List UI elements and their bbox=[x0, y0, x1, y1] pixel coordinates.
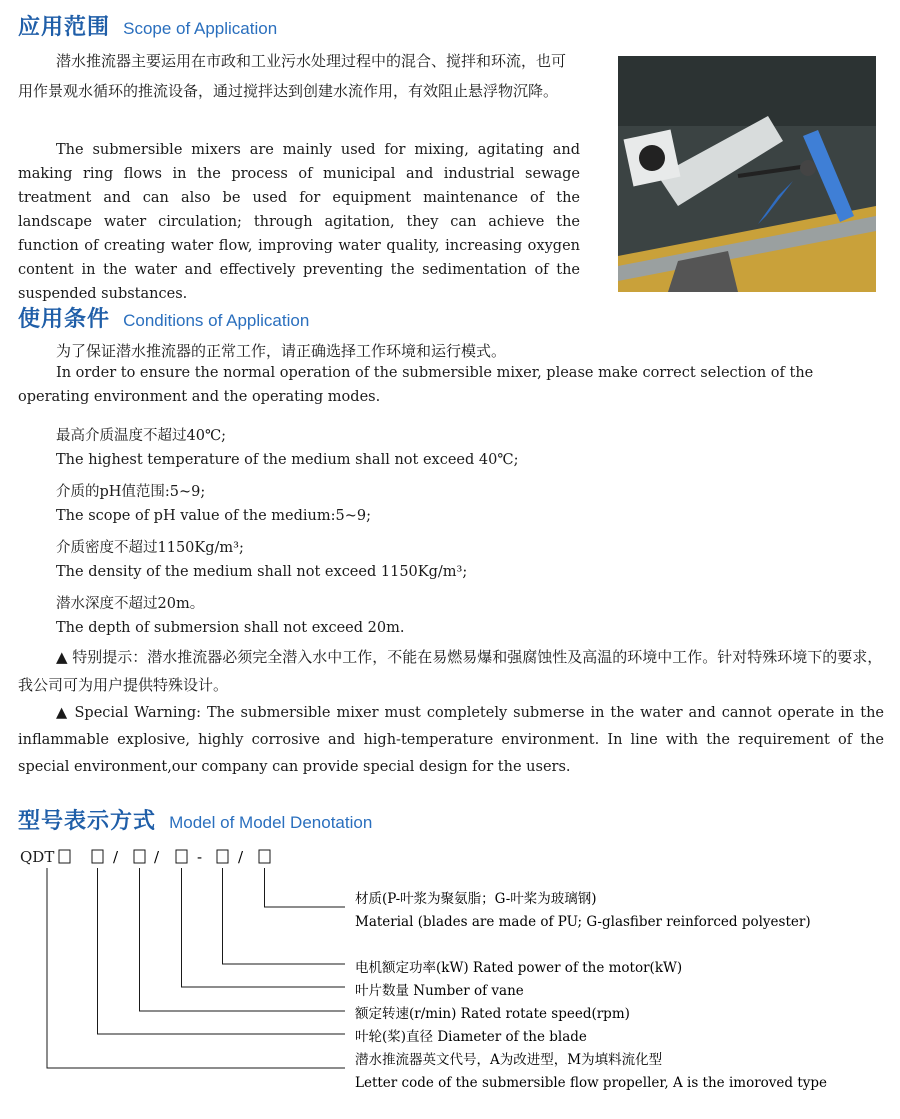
model-code-diagram bbox=[0, 840, 900, 1115]
code-separator: / bbox=[238, 848, 244, 866]
code-separator: / bbox=[113, 848, 119, 866]
model-title-en: Model of Model Denotation bbox=[169, 813, 373, 832]
model-label-power: 电机额定功率(kW) Rated power of the motor(kW) bbox=[355, 960, 683, 976]
scope-paragraph-en: The submersible mixers are mainly used for mixing, agitating and making ring flows in the process of municipal and industrial sewage treatment and can also be used for equipment maintenance of the landscape water circulation; through agitation, they can achieve the function of creating water flow, improving water quality, increasing oxygen content in the water and effectively preventing the sedimentation of the suspended substances. bbox=[18, 142, 580, 302]
code-box bbox=[176, 850, 187, 863]
condition-item: The scope of pH value of the medium:5~9; bbox=[56, 508, 371, 524]
condition-item: 介质密度不超过1150Kg/m³; bbox=[56, 540, 244, 556]
code-separator: / bbox=[154, 848, 160, 866]
code-separator: - bbox=[197, 848, 203, 866]
model-label-speed: 额定转速(r/min) Rated rotate speed(rpm) bbox=[355, 1006, 630, 1022]
code-box bbox=[259, 850, 270, 863]
conditions-title-zh: 使用条件 bbox=[18, 307, 111, 332]
special-warning-zh: ▲ 特别提示：潜水推流器必须完全潜入水中工作，不能在易燃易爆和强腐蚀性及高温的环境中工作。针对特殊环境下的要求，我公司可为用户提供特殊设计。 bbox=[18, 648, 883, 694]
special-warning-en: ▲ Special Warning: The submersible mixer must completely submerse in the water and cannot operate in the inflammable explosive, highly corrosive and high-temperature environment. In line with the requirement of the special environment,our company can provide special design for the users. bbox=[18, 705, 884, 775]
model-label-code-en: Letter code of the submersible flow propeller, A is the imoroved type bbox=[355, 1075, 828, 1091]
condition-item: The depth of submersion shall not exceed 20m. bbox=[56, 620, 405, 636]
condition-item: 介质的pH值范围:5~9; bbox=[56, 484, 206, 500]
code-box bbox=[59, 850, 70, 863]
model-label-diameter: 叶轮(桨)直径 Diameter of the blade bbox=[355, 1029, 587, 1045]
conditions-heading bbox=[18, 302, 309, 333]
scope-title-zh: 应用范围 bbox=[18, 15, 111, 40]
conditions-intro-zh: 为了保证潜水推流器的正常工作，请正确选择工作环境和运行模式。 bbox=[56, 342, 507, 360]
mixer-photo bbox=[618, 56, 876, 292]
conditions-intro-en: In order to ensure the normal operation of the submersible mixer, please make correct selection of the operating environment and the operating modes. bbox=[18, 365, 814, 405]
connector-lines bbox=[47, 868, 345, 1068]
mixer-photo-illustration bbox=[618, 56, 876, 292]
scope-heading bbox=[18, 10, 277, 41]
conditions-title-en: Conditions of Application bbox=[123, 311, 310, 330]
code-box bbox=[217, 850, 228, 863]
model-label-material-en: Material (blades are made of PU; G-glasfiber reinforced polyester) bbox=[355, 914, 811, 930]
scope-paragraph-zh: 潜水推流器主要运用在市政和工业污水处理过程中的混合、搅拌和环流，也可用作景观水循环的推流设备，通过搅拌达到创建水流作用，有效阻止悬浮物沉降。 bbox=[18, 52, 567, 100]
code-box bbox=[92, 850, 103, 863]
condition-item: 最高介质温度不超过40℃; bbox=[56, 428, 227, 444]
model-title-zh: 型号表示方式 bbox=[18, 809, 157, 834]
code-box bbox=[134, 850, 145, 863]
model-heading bbox=[18, 804, 372, 835]
condition-item: The highest temperature of the medium shall not exceed 40℃; bbox=[56, 452, 519, 468]
condition-item: The density of the medium shall not exceed 1150Kg/m³; bbox=[56, 564, 468, 580]
model-label-code-zh: 潜水推流器英文代号，A为改进型，M为填料流化型 bbox=[355, 1052, 663, 1068]
model-code-prefix: QDT bbox=[20, 848, 55, 866]
condition-item: 潜水深度不超过20m。 bbox=[56, 596, 205, 612]
scope-title-en: Scope of Application bbox=[123, 19, 278, 38]
model-label-material-zh: 材质(P-叶浆为聚氨脂；G-叶桨为玻璃钢) bbox=[355, 891, 597, 907]
model-label-vanes: 叶片数量 Number of vane bbox=[355, 983, 524, 999]
